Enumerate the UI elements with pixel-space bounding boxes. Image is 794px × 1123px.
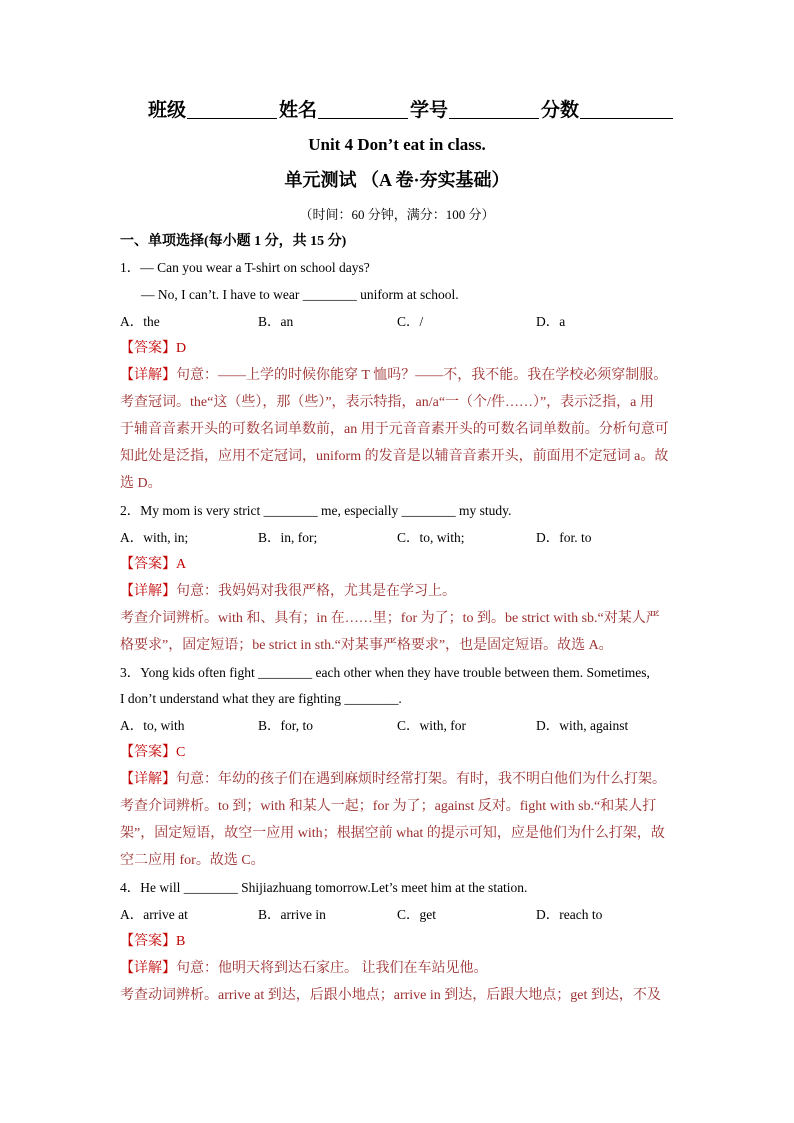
name-field-label: 姓名 (279, 100, 318, 121)
answer-value: D (176, 341, 187, 357)
score-field-label: 分数 (541, 100, 580, 121)
options-row (120, 902, 680, 929)
question-4 (120, 875, 680, 1010)
answer-line (120, 929, 680, 956)
student-id-field-blank (449, 98, 539, 119)
option-c: C．to, with; (397, 529, 465, 545)
name-field (279, 98, 410, 124)
answer-value: C (176, 745, 186, 761)
question-stem-line (120, 498, 680, 525)
detail-label: 【详解】 (120, 960, 176, 976)
option-c: C．get (397, 906, 436, 922)
detail-line: 格要求”，固定短语；be strict in sth.“对某事严格要求”，也是固定短语。故选 A。 (120, 637, 613, 653)
option-d: D．a (536, 314, 566, 330)
question-number: 2． (120, 502, 141, 518)
answer-line (120, 740, 680, 767)
question-number: 3． (120, 664, 141, 680)
detail-line: 架”，固定短语，故空一应用 with；根据空前 what 的提示可知，应是他们为什么打架，故 (120, 826, 665, 842)
answer-label: 【答案】 (120, 341, 176, 357)
options-row (120, 309, 680, 336)
answer-label: 【答案】 (120, 933, 176, 949)
option-d: D．reach to (536, 906, 603, 922)
option-d: D．for. to (536, 529, 592, 545)
detail-text: 句意：他明天将到达石家庄。 让我们在车站见他。 (176, 960, 488, 976)
class-field (148, 98, 279, 124)
options-row (120, 525, 680, 552)
option-a: A．with, in; (120, 529, 189, 545)
detail-line: 知此处是泛指，应用不定冠词，uniform 的发音是以辅音音素开头，前面用不定冠词 a。故 (120, 449, 669, 464)
time-note: （时间：60 分钟，满分：100 分） (299, 207, 495, 222)
detail-line: 选 D。 (120, 475, 162, 491)
answer-label: 【答案】 (120, 745, 176, 761)
student-info-fields (148, 96, 678, 124)
detail-line: 考查冠词。the“这（些），那（些）”，表示特指，an/a“一（个/件……）”，表示泛指，a 用 (120, 395, 654, 411)
option-a: A．arrive at (120, 906, 188, 922)
question-stem: Yong kids often fight ________ each other when they have trouble between them. Sometimes, (140, 664, 650, 680)
option-d: D．with, against (536, 718, 629, 734)
question-number: 1． (120, 260, 141, 276)
question-stem-line (120, 255, 680, 282)
score-field-blank (580, 98, 673, 119)
option-b: B．for, to (258, 718, 313, 734)
option-a: A．the (120, 314, 160, 330)
detail-text: 句意：我妈妈对我很严格，尤其是在学习上。 (176, 583, 456, 599)
student-id-field (410, 98, 541, 124)
detail-label: 【详解】 (120, 772, 176, 788)
detail-line: 空二应用 for。故选 C。 (120, 853, 265, 869)
detail-line: 于辅音音素开头的可数名词单数前，an 用于元音音素开头的可数名词单数前。分析句意可 (120, 422, 669, 438)
question-stem: — Can you wear a T-shirt on school days? (140, 260, 370, 276)
question-stem-line: — No, I can’t. I have to wear ________ uniform at school. (141, 287, 459, 303)
detail-text: 句意：——上学的时候你能穿 T 恤吗？——不，我不能。我在学校必须穿制服。 (176, 368, 668, 384)
detail-line: 考查介词辨析。to 到；with 和某人一起；for 为了；against 反对。fight with sb.“和某人打 (120, 799, 657, 815)
detail-line (120, 579, 680, 606)
detail-label: 【详解】 (120, 368, 176, 384)
answer-value: B (176, 933, 186, 949)
detail-line (120, 767, 680, 794)
option-b: B．in, for; (258, 529, 318, 545)
question-3 (120, 660, 680, 876)
detail-line (120, 363, 680, 390)
student-id-field-label: 学号 (410, 100, 449, 121)
question-stem-line (120, 660, 680, 687)
question-1 (120, 255, 680, 497)
detail-label: 【详解】 (120, 583, 176, 599)
option-c: C．/ (397, 314, 424, 330)
answer-line (120, 552, 680, 579)
question-stem-line: I don’t understand what they are fighting ________. (120, 691, 402, 707)
option-b: B．arrive in (258, 906, 326, 922)
name-field-blank (318, 98, 408, 119)
doc-subtitle: 单元测试 （A 卷·夯实基础） (284, 170, 510, 190)
option-b: B．an (258, 314, 294, 330)
option-c: C．with, for (397, 718, 466, 734)
detail-line (120, 956, 680, 983)
question-2 (120, 498, 680, 660)
answer-line (120, 336, 680, 363)
class-field-label: 班级 (148, 100, 187, 121)
detail-line: 考查介词辨析。with 和、具有；in 在……里；for 为了；to 到。be strict with sb.“对某人严 (120, 610, 660, 626)
question-stem-line (120, 875, 680, 902)
answer-label: 【答案】 (120, 556, 176, 572)
doc-title: Unit 4 Don’t eat in class. (308, 135, 486, 154)
answer-value: A (176, 556, 187, 572)
section-heading: 一、单项选择(每小题 1 分，共 15 分) (120, 233, 347, 249)
options-row (120, 713, 680, 740)
option-a: A．to, with (120, 718, 185, 734)
detail-text: 句意：年幼的孩子们在遇到麻烦时经常打架。有时，我不明白他们为什么打架。 (176, 772, 666, 788)
score-field (541, 98, 675, 124)
exam-body (120, 229, 680, 1010)
question-stem: He will ________ Shijiazhuang tomorrow.Let’s meet him at the station. (140, 880, 528, 895)
question-number: 4． (120, 880, 141, 895)
class-field-blank (187, 98, 277, 119)
detail-line: 考查动词辨析。arrive at 到达，后跟小地点；arrive in 到达，后跟大地点；get 到达，不及 (120, 987, 661, 1003)
question-stem: My mom is very strict ________ me, especially ________ my study. (140, 502, 512, 518)
